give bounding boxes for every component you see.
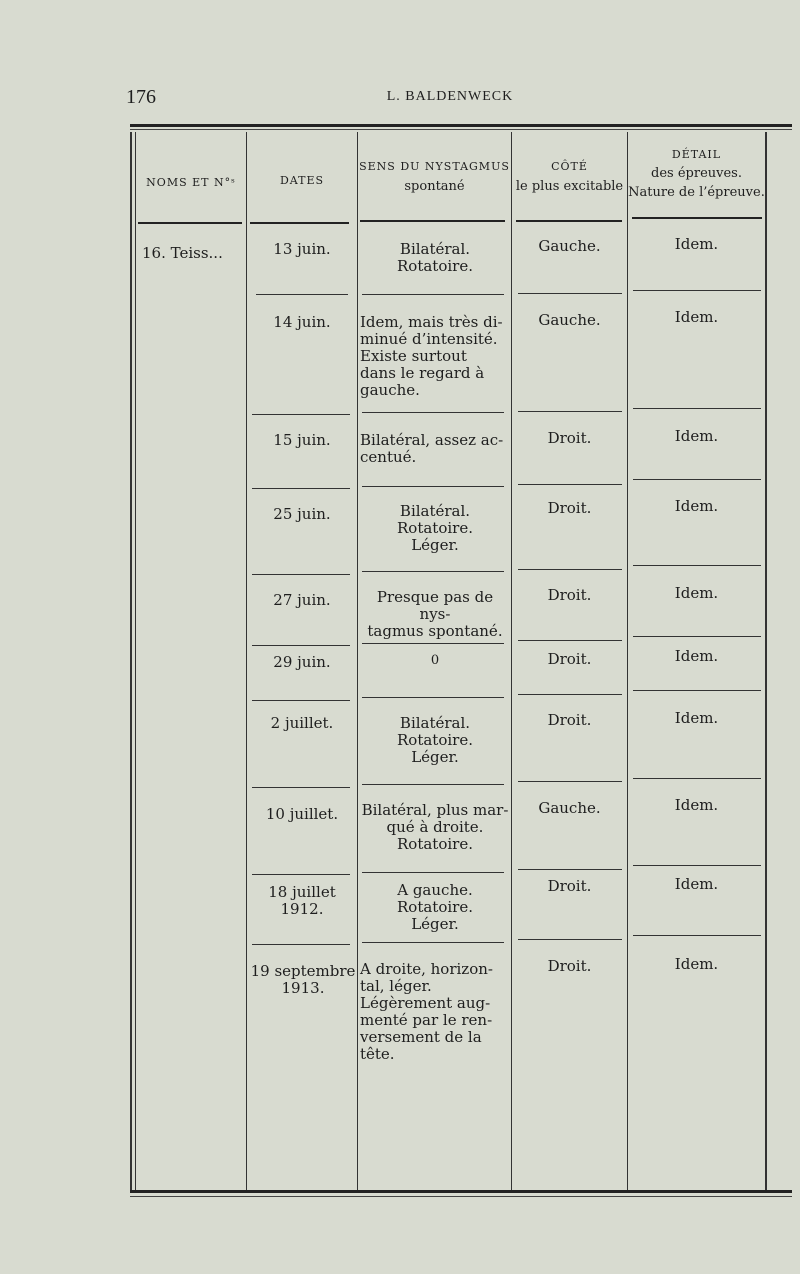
row-separator — [518, 869, 622, 870]
cell-cote: Gauche. — [538, 237, 601, 255]
page-header — [0, 86, 800, 110]
row-separator — [362, 697, 504, 698]
cell-date: 10 juillet. — [265, 805, 339, 823]
cell-sens: 0 — [430, 653, 440, 668]
column-line — [135, 132, 136, 1190]
header-cote: CÔTÉ le plus excitable — [515, 160, 624, 194]
header-noms: NOMS ET N°ˢ — [146, 176, 236, 189]
cell-date: 14 juin. — [273, 313, 331, 331]
cell-cote: Droit. — [547, 499, 592, 517]
row-separator — [252, 700, 350, 701]
row-separator — [362, 942, 504, 943]
row-separator — [362, 784, 504, 785]
cell-sens: Bilatéral, plus mar- qué à droite. Rotatoire. — [361, 801, 509, 853]
row-separator — [362, 486, 504, 487]
row-separator — [362, 294, 504, 295]
header-dates: DATES — [279, 174, 325, 187]
table-top-rule-thin — [130, 129, 792, 130]
row-separator — [633, 408, 761, 409]
table-bottom-rule — [130, 1190, 792, 1193]
row-separator — [252, 787, 350, 788]
cell-sens: Idem, mais très di- minué d’intensité. Existe surtout dans le regard à gauche. — [360, 313, 503, 399]
row-separator — [252, 874, 350, 875]
header-rule — [360, 220, 505, 222]
row-separator — [362, 571, 504, 572]
column-line — [357, 132, 358, 1190]
cell-detail: Idem. — [674, 955, 719, 973]
cell-date: 25 juin. — [273, 505, 331, 523]
row-separator — [252, 574, 350, 575]
row-separator — [518, 939, 622, 940]
cell-date: 15 juin. — [273, 431, 331, 449]
cell-date: 13 juin. — [273, 240, 331, 258]
row-separator — [518, 293, 622, 294]
row-separator — [252, 488, 350, 489]
row-separator — [633, 935, 761, 936]
column-line — [765, 132, 767, 1190]
row-separator — [633, 778, 761, 779]
row-separator — [633, 565, 761, 566]
row-separator — [362, 412, 504, 413]
row-separator — [633, 690, 761, 691]
cell-cote: Gauche. — [538, 799, 601, 817]
cell-date: 18 juillet 1912. — [268, 883, 336, 918]
cell-detail: Idem. — [674, 796, 719, 814]
cell-sens: Presque pas de nys- tagmus spontané. — [367, 588, 503, 640]
header-rule — [632, 217, 762, 219]
row-separator — [633, 636, 761, 637]
cell-sens: Bilatéral. Rotatoire. — [397, 240, 473, 275]
column-line — [130, 132, 132, 1190]
header-sens: SENS DU NYSTAGMUS spontané — [359, 160, 510, 194]
cell-sens: A droite, horizon- tal, léger. Légèrement aug- menté par le ren- versement de la tête. — [360, 960, 493, 1063]
cell-detail: Idem. — [674, 235, 719, 253]
cell-cote: Gauche. — [538, 311, 601, 329]
cell-detail: Idem. — [674, 584, 719, 602]
cell-detail: Idem. — [674, 308, 719, 326]
row-separator — [252, 645, 350, 646]
header-rule — [250, 222, 349, 224]
row-separator — [518, 411, 622, 412]
row-separator — [518, 781, 622, 782]
page-number: 176 — [126, 86, 156, 108]
table-bottom-rule-thin — [130, 1196, 792, 1197]
cell-cote: Droit. — [547, 429, 592, 447]
cell-detail: Idem. — [674, 647, 719, 665]
cell-date: 27 juin. — [273, 591, 331, 609]
cell-cote: Droit. — [547, 711, 592, 729]
cell-sens: Bilatéral. Rotatoire. Léger. — [397, 714, 473, 766]
row-separator — [362, 872, 504, 873]
patient-name: 16. Teiss... — [142, 244, 223, 262]
row-separator — [252, 944, 350, 945]
header-rule — [138, 222, 242, 224]
header-detail: DÉTAIL des épreuves. Nature de l’épreuve. — [628, 148, 765, 200]
cell-date: 29 juin. — [273, 653, 331, 671]
row-separator — [518, 569, 622, 570]
header-rule — [516, 220, 622, 222]
row-separator — [633, 479, 761, 480]
row-separator — [362, 643, 504, 644]
cell-cote: Droit. — [547, 957, 592, 975]
cell-cote: Droit. — [547, 877, 592, 895]
row-separator — [518, 640, 622, 641]
cell-sens: A gauche. Rotatoire. Léger. — [397, 881, 473, 933]
cell-date: 19 septembre 1913. — [250, 962, 356, 997]
row-separator — [633, 290, 761, 291]
cell-sens: Bilatéral. Rotatoire. Léger. — [397, 502, 473, 554]
row-separator — [633, 865, 761, 866]
cell-detail: Idem. — [674, 875, 719, 893]
cell-detail: Idem. — [674, 497, 719, 515]
cell-detail: Idem. — [674, 427, 719, 445]
table-top-rule — [130, 124, 792, 127]
cell-detail: Idem. — [674, 709, 719, 727]
row-separator — [256, 294, 348, 295]
row-separator — [518, 484, 622, 485]
row-separator — [252, 414, 350, 415]
row-separator — [518, 694, 622, 695]
cell-date: 2 juillet. — [270, 714, 334, 732]
cell-cote: Droit. — [547, 586, 592, 604]
cell-sens: Bilatéral, assez ac- centué. — [360, 431, 504, 466]
cell-cote: Droit. — [547, 650, 592, 668]
running-title: L. BALDENWECK — [386, 89, 514, 104]
